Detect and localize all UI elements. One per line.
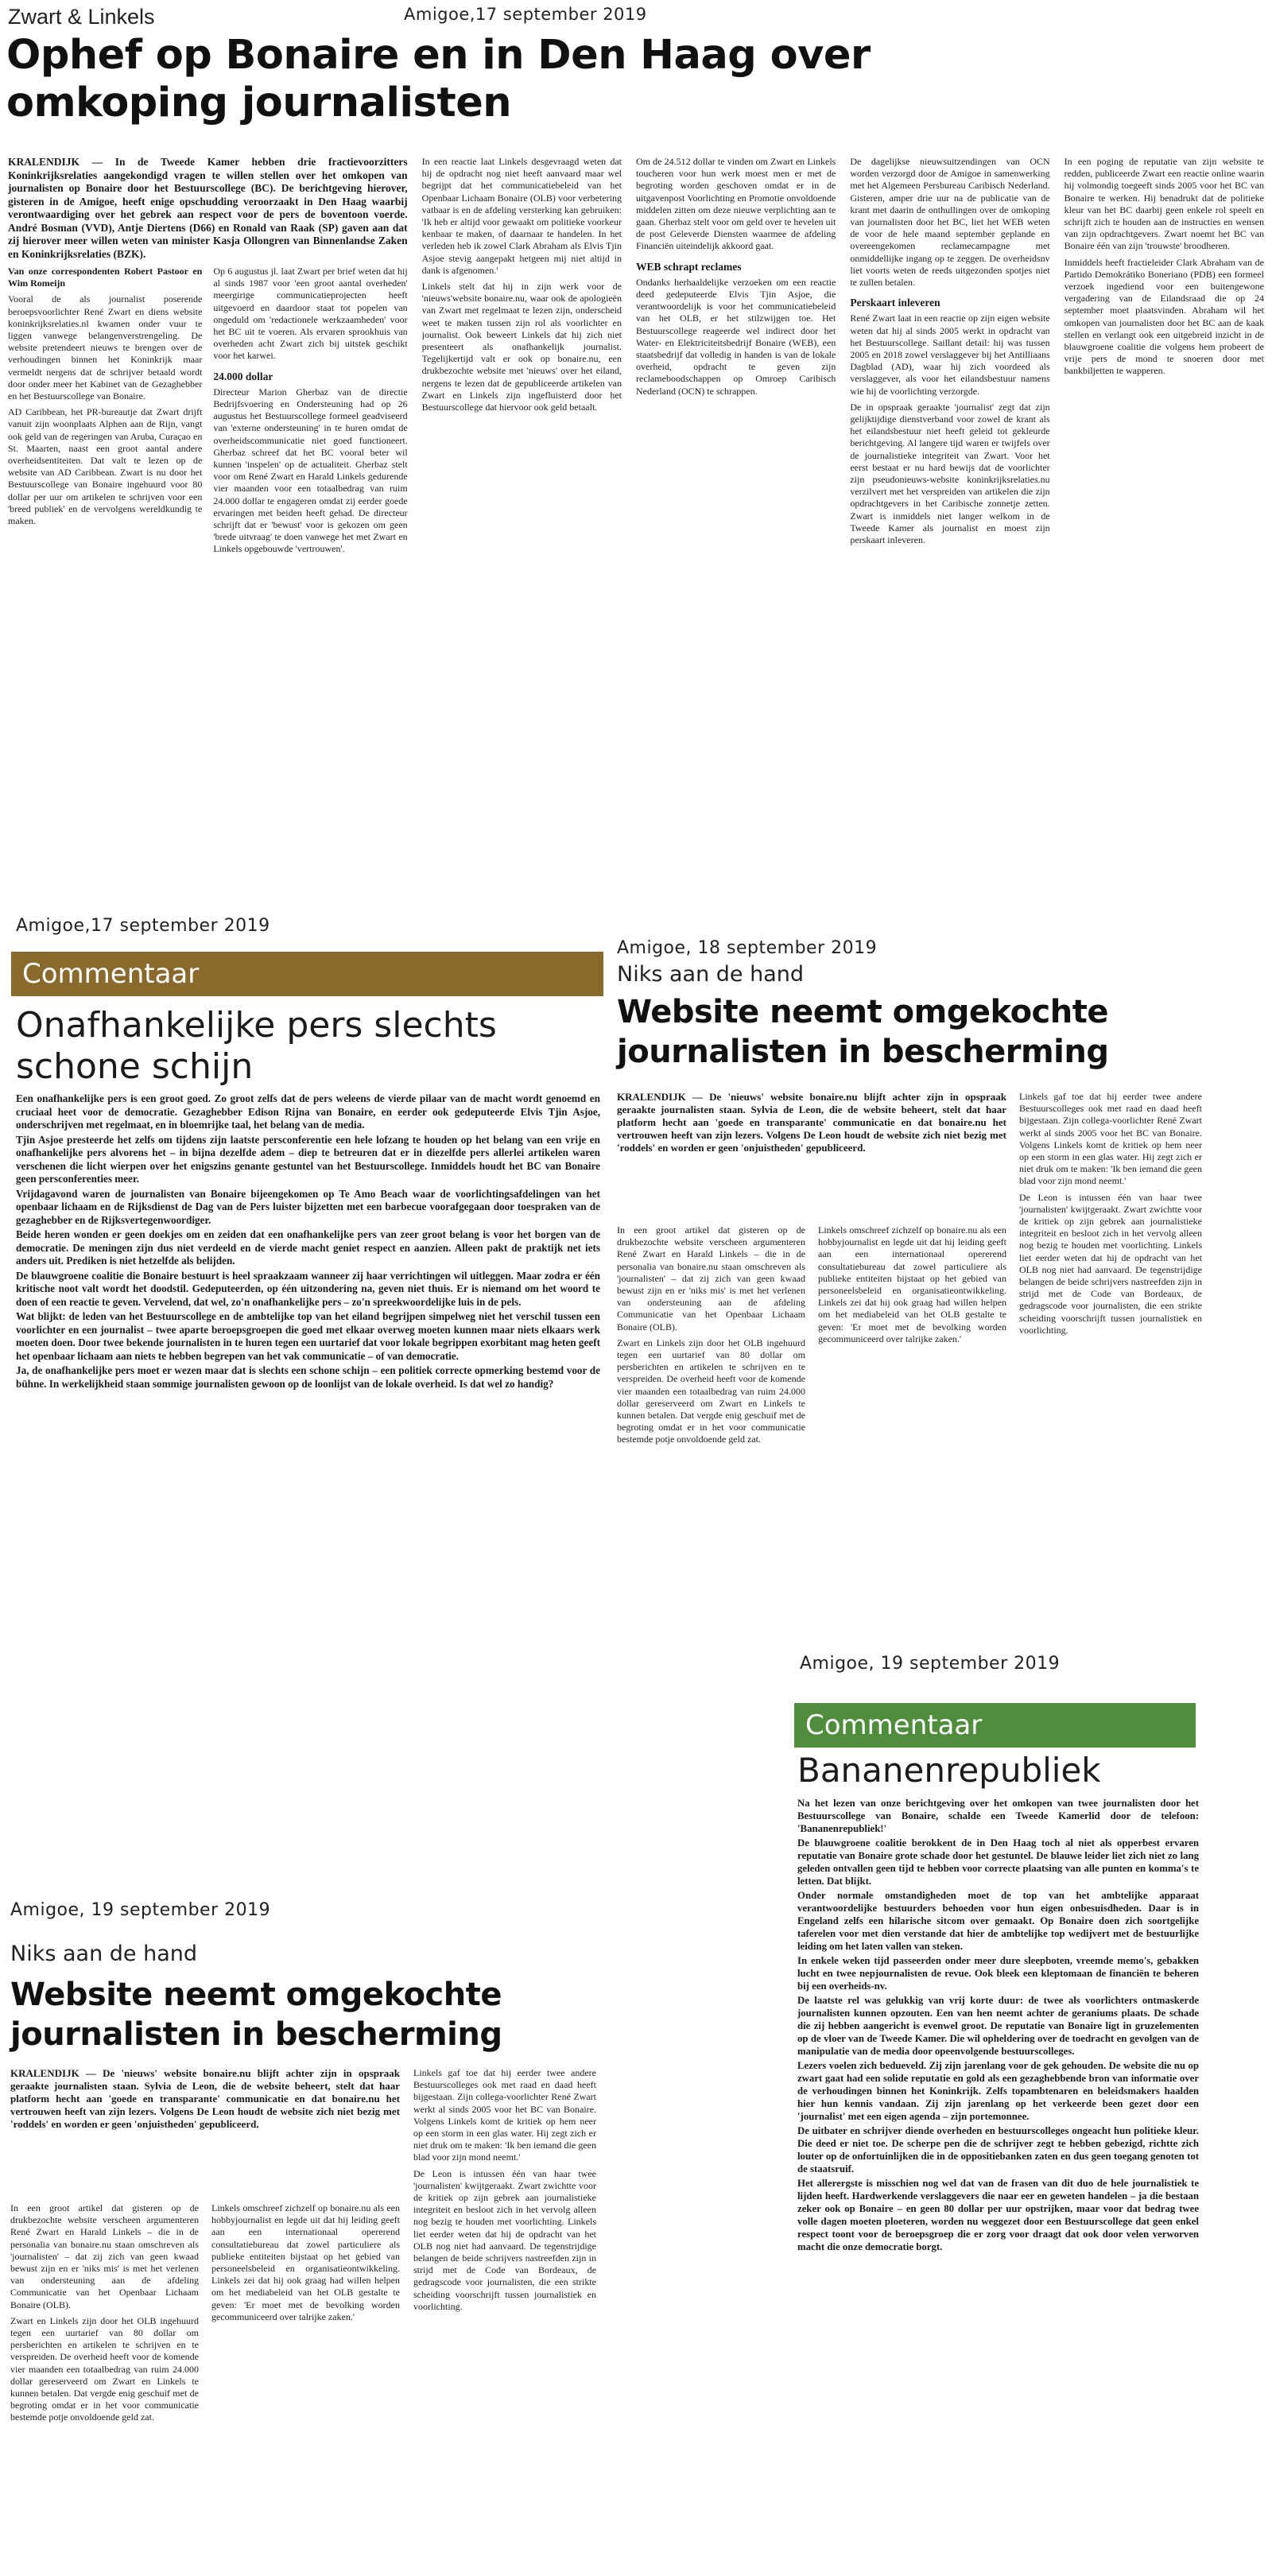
body-paragraph: De blauwgroene coalitie die Bonaire bestuurt is heel spraakzaam wanneer zij haar verrichtingen wil uitleggen. Maar zodra er één kritische noot valt wordt het doodstil. Gedeputeerden, op één uitzondering na, geven niet thuis. Er is niemand om het woord te doen of een reactie te geven. Vervelend, dat wel, zo'n onafhankelijke pers – zo'n spreekwoordelijke luis in de pels. bbox=[16, 1269, 600, 1308]
body-paragraph: René Zwart laat in een reactie op zijn eigen website weten dat hij al sinds 2005 werkt in opdracht van het Bestuurscollege. Saillant detail: hij was tussen 2005 en 2018 zowel verslaggever bij het Antilliaans Dagblad (AD), waar hij zich voordeed als verslaggever, als voor het eilandsbestuur namens wie hij de voorlichting verzorgde. bbox=[850, 312, 1050, 397]
body-paragraph: Linkels omschreef zichzelf op bonaire.nu als een hobbyjournalist en legde uit dat hij leiding geeft aan een internationaal opererend consultatiebureau dat zowel particuliere als publieke entiteiten bijstaat op het gebied van personeelsbeleid en organisatieontwikkeling. Linkels zei dat hij ook graag had willen helpen om het mediabeleid van het OLB gestalte te geven: 'Er moet met de bevolking worden gecommuniceerd over talrijke zaken.' bbox=[211, 2202, 400, 2322]
body-paragraph: Een onafhankelijke pers is een groot goed. Zo groot zelfs dat de pers weleens de vierde pilaar van de macht wordt genoemd en cruciaal heet voor de democratie. Gezaghebber Edison Rijna van Bonaire, en eerder ook gedeputeerde Elvis Tjin Asjoe, onderschrijven met regelmaat, en in bloemrijke taal, het belang van de media. bbox=[16, 1092, 600, 1131]
body-paragraph: Om de 24.512 dollar te vinden om Zwart en Linkels toucheren voor hun werk moest men er met de begroting worden geschoven omdat er in de uitgavenpost Voorlichting en Promotie onvoldoende middelen zitten om deze nieuwe verplichting aan te gaan. Gherbaz stelt voor om geld over te hevelen uit de post Geleverde Diensten waarmee de afdeling Financiën uiteindelijk akkoord gaat. bbox=[636, 156, 836, 252]
editorial-body bbox=[16, 1092, 600, 1874]
body-paragraph: In een poging de reputatie van zijn website te redden, publiceerde Zwart een reactie online waarin hij volmondig toegeeft sinds 2005 voor het BC van Bonaire te werken. Hij benadrukt dat de politieke kleur van het BC daarbij geen enkele rol speelt en schrijft zich te houden aan de instructies en wensen van zijn opdrachtgevers. Zwart noemt het BC van Bonaire één van zijn 'trouwste' broodheren. bbox=[1064, 156, 1264, 252]
body-paragraph: Tjin Asjoe presteerde het zelfs om tijdens zijn laatste persconferentie een hele lofzang te houden op het belang van een vrije en onafhankelijke pers alvorens het – in bijna dezelfde adem – diep te betreuren dat er in diezelfde pers allerlei artikelen waren verschenen die licht wierpen over het enigszins genante gestuntel van het Bestuurscollege. Inmiddels houdt het BC van Bonaire geen persconferenties meer. bbox=[16, 1133, 600, 1185]
lead-paragraph: KRALENDIJK — De 'nieuws' website bonaire.nu blijft achter zijn in opspraak geraakte journalisten staan. Sylvia de Leon, die de website beheert, stelt dat haar platform hecht aan 'goede en transparante' communicatie en dat bonaire.nu het vertrouwen heeft van zijn lezers. Volgens De Leon houdt de website zich niet bezig met 'roddels' en worden er geen 'onjuistheden' gepubliceerd. bbox=[617, 1091, 1006, 1154]
article-body bbox=[617, 1224, 1006, 1586]
article-website-neemt-repeat bbox=[0, 1900, 604, 2576]
article-date: Amigoe, 19 september 2019 bbox=[10, 1900, 271, 1920]
body-paragraph: Na het lezen van onze berichtgeving over het omkopen van twee journalisten door het Bestuurscollege van Bonaire, schalde een Tweede Kamerlid door de telefoon: 'Bananenrepubliek!' bbox=[797, 1798, 1199, 1834]
section-banner: Commentaar bbox=[794, 1703, 1196, 1748]
body-paragraph: De in opspraak geraakte 'journalist' zegt dat zijn gelijktijdige dienstverband voor zowel de krant als het eilandsbestuur niet heeft geleid tot gekleurde berichtgeving. Al langere tijd waren er twijfels over de journalistieke integriteit van Zwart. Voor het eerst bestaat er nu hard bewijs dat de voorlichter zijn pseudonieuws-website koninkrijksrelaties.nu verzilvert met het verspreiden van artikelen die zijn opdrachtgevers in het Caribische zonnetje zetten. Zwart is inmiddels niet langer welkom in de Tweede Kamer als journalist en moest zijn perskaart inleveren. bbox=[850, 401, 1050, 546]
subheading: Perskaart inleveren bbox=[850, 297, 940, 309]
body-paragraph: Vrijdagavond waren de journalisten van Bonaire bijeengekomen op Te Amo Beach waar de voorlichtingsafdelingen van het openbaar lichaam en de Rijksdienst de Dag van de Pers luister bijzetten met een barbecue voorafgegaan door toespraken van de gezaghebber en de Rijksvertegenwoordiger. bbox=[16, 1187, 600, 1226]
subheading: 24.000 dollar bbox=[213, 370, 273, 382]
article-date: Amigoe,17 september 2019 bbox=[16, 916, 270, 936]
section-kicker: Niks aan de hand bbox=[10, 1942, 198, 1966]
section-banner: Commentaar bbox=[11, 952, 603, 996]
body-paragraph: In een reactie laat Linkels desgevraagd weten dat hij de opdracht nog niet heeft aanvaard maar wel begrijpt dat het communicatiebeleid van het Openbaar Lichaam Bonaire (OLB) voor verbetering vatbaar is en de afdeling versterking kan gebruiken: 'Ik heb er altijd voor gewaakt om politieke voorkeur kenbaar te maken, of daarnaar te handelen. In het verleden heb ik zowel Clark Abraham als Elvis Tjin Asjoe stevig aangepakt hetgeen mij niet altijd in dank is afgenomen.' bbox=[421, 156, 622, 276]
body-paragraph: De blauwgroene coalitie berokkent de in Den Haag toch al niet als opperbest ervaren reputatie van Bonaire grote schade door het gestuntel. De blauwe leider liet zich niet zo lang geleden ontvallen geen tijd te hebben voor correcte plaatsing van alle punten en komma's te letten. Dat blijkt. bbox=[797, 1837, 1199, 1887]
article-date: Amigoe, 19 september 2019 bbox=[800, 1654, 1061, 1674]
article-date: Amigoe,17 september 2019 bbox=[404, 5, 647, 24]
body-paragraph: Linkels gaf toe dat hij eerder twee andere Bestuurscolleges ook met raad en daad heeft bijgestaan. Zijn collega-voorlichter René Zwart werkt al sinds 2005 voor het BC van Bonaire. Volgens Linkels komt de kritiek op hem neer op een storm in een glas water. Hij zegt zich er niet druk om te maken: 'Ik ben iemand die geen blad voor zijn mond neemt.' bbox=[1019, 1091, 1202, 1187]
body-paragraph: In een groot artikel dat gisteren op de drukbezochte website verscheen argumenteren René Zwart en Harald Linkels – die in de personalia van bonaire.nu staan omschreven als 'journalisten' – dat zij zich van geen kwaad bewust zijn en er 'niks mis' is met het verlenen van ondersteuning aan de afdeling Communicatie van het Openbaar Lichaam Bonaire (OLB). bbox=[10, 2202, 199, 2310]
body-paragraph: De Leon is intussen één van haar twee 'journalisten' kwijtgeraakt. Zwart zwichtte voor de kritiek op zijn gebrek aan journalistieke integriteit en besloot zich in het vervolg alleen nog bezig te houden met voorlichting. Linkels liet eerder weten dat hij de opdracht van het OLB nog niet had aanvaard. De tegenstrijdige belangen de beide schrijvers nastreefden zijn in strijd met de Code van Bordeaux, de gedragscode voor journalisten, die een strikte scheiding voorschrijft tussen journalistiek en voorlichting. bbox=[413, 2167, 596, 2312]
body-paragraph: De uitbater en schrijver diende overheden en bestuurscolleges ongeacht hun politieke kleur. Die deed er niet toe. De scherpe pen die de schrijver zegt te hebben gebezigd, richtte zich louter op de onfortuinlijken die in de oppositiebanken zaten en dus geen toegang genoten tot de staatsruif. bbox=[797, 2125, 1199, 2174]
article-onafhankelijke-pers bbox=[0, 916, 612, 1878]
lead-paragraph: KRALENDIJK — In de Tweede Kamer hebben drie fractievoorzitters Koninkrijksrelaties aangekondigd vragen te willen stellen over het omkopen van journalisten op Bonaire door het Bestuurscollege (BC). De berichtgeving hierover, gisteren in de Amigoe, heeft enige opschudding veroorzaakt in Den Haag waarbij verontwaardiging over het gebrek aan respect voor de pers de boventoon voerde. André Bosman (VVD), Antje Diertens (D66) en Ronald van Raak (SP) gaven aan dat zij hierover meer willen weten van minister Kasja Ollongren van Binnenlandse Zaken en Koninkrijksrelaties (BZK). bbox=[8, 156, 408, 260]
section-label: Zwart & Linkels bbox=[8, 5, 155, 29]
body-paragraph: De Leon is intussen één van haar twee 'journalisten' kwijtgeraakt. Zwart zwichtte voor de kritiek op zijn gebrek aan journalistieke integriteit en besloot zich in het vervolg alleen nog bezig te houden met voorlichting. Linkels liet eerder weten dat hij de opdracht van het OLB nog niet had aanvaard. De tegenstrijdige belangen de beide schrijvers nastreefden zijn in strijd met de Code van Bordeaux, de gedragscode voor journalisten, die een strikte scheiding voorschrijft tussen journalistiek en voorlichting. bbox=[1019, 1191, 1202, 1336]
headline: Ophef op Bonaire en in Den Haag over omkoping journalisten bbox=[6, 32, 871, 126]
body-paragraph: Onder normale omstandigheden moet de top van het ambtelijke apparaat verantwoordelijke bestuurders behoeden voor hun eigen onbesuisdheden. Daar is in Engeland zelfs een hilarische sitcom over gemaakt. Op Bonaire doen zich soortgelijke taferelen voor met dien verstande dat hier de ambtelijke top wedijvert met de bestuurlijke leiding om het laten vallen van steken. bbox=[797, 1890, 1199, 1952]
body-paragraph: Ondanks herhaaldelijke verzoeken om een reactie deed gedeputeerde Elvis Tjin Asjoe, die verantwoordelijk is voor het communicatiebeleid van het OLB, er het stilzwijgen toe. Het Bestuurscollege reageerde wel indirect door het Water- en Elektriciteitsbedrijf Bonaire (WEB), een staatsbedrijf dat volledig in handen is van de lokale overheid, opdracht te geven zijn reclameboodschappen op Omroep Caribisch Nederland (OCN) te schrappen. bbox=[636, 276, 836, 397]
byline: Van onze correspondenten Robert Pastoor en Wim Romeijn bbox=[8, 266, 203, 289]
body-paragraph: Zwart en Linkels zijn door het OLB ingehuurd tegen een uurtarief van 80 dollar om persberichten en artikelen te schrijven en te verspreiden. De overheid heeft voor de komende vier maanden een totaalbedrag van ruim 24.000 dollar gereserveerd om Zwart en Linkels te kunnen betalen. Dat vergde enig geschuif met de begroting omdat er in het voor communicatie bestemde potje onvoldoende geld zat. bbox=[10, 2314, 199, 2423]
body-paragraph: Lezers voelen zich bedueveld. Zij zijn jarenlang voor de gek gehouden. De website die nu op zwart gaat had een solide reputatie en gold als een gezaghebbende bron van informatie over de verhoudingen binnen het Koninkrijk. Zelfs topambtenaren en beleidsmakers haalden hier hun kennis vandaan. Zij zijn jarenlang op het verkeerde been gezet door een 'journalist' met een eigen agenda – zijn portemonnee. bbox=[797, 2060, 1199, 2122]
body-paragraph: De dagelijkse nieuwsuitzendingen van OCN worden verzorgd door de Amigoe in samenwerking met het Algemeen Persbureau Caribisch Nederland. Gisteren, amper drie uur na de publicatie van de krant met daarin de onthullingen over de omkoping van journalisten door het BC, liet het WEB weten de voor de hele maand september geplande en overeengekomen reclamecampagne met onmiddellijke ingang op te zeggen. De overheidsnv liet voorts weten de reeds uitgezonden spotjes niet te zullen betalen. bbox=[850, 156, 1050, 289]
headline: Onafhankelijke pers slechts schone schijn bbox=[16, 1005, 497, 1087]
headline: Website neemt omgekochte journalisten in bescherming bbox=[10, 1977, 502, 2053]
lead-paragraph: KRALENDIJK — De 'nieuws' website bonaire.nu blijft achter zijn in opspraak geraakte journalisten staan. Sylvia de Leon, die de website beheert, stelt dat haar platform hecht aan 'goede en transparante' communicatie en dat bonaire.nu het vertrouwen heeft van zijn lezers. Volgens De Leon houdt de website zich niet bezig met 'roddels' en worden er geen 'onjuistheden' gepubliceerd. bbox=[10, 2067, 400, 2130]
body-paragraph: Het allerergste is misschien nog wel dat van de frasen van dit duo de hele journalistiek te lijden heeft. Hardwerkende verslaggevers die naar eer en geweten handelen – ja die bestaan zeker ook op Bonaire – en geen 80 dollar per uur opstrijken, maar voor dat bedrag twee volle dagen moeten ploeteren, worden nu weggezet door een Bestuurscollege dat geen enkel respect toont voor de beroepsgroep die er zorg voor draagt dat ook door velen verworven macht die onze democratie borgt. bbox=[797, 2178, 1199, 2252]
subheading: WEB schrapt reclames bbox=[636, 260, 742, 273]
headline: Bananenrepubliek bbox=[797, 1751, 1101, 1790]
body-paragraph: Beide heren wonden er geen doekjes om en zeiden dat een onafhankelijke pers van zeer groot belang is voor het borgen van de democratie. De meningen zijn dus niet verdeeld en de vierde macht geniet respect en aanzien. Alleen pakt de praktijk net iets anders uit. Prediken is niet hetzelfde als belijden. bbox=[16, 1228, 600, 1267]
body-paragraph: Vooral de als journalist poserende beroepsvoorlichter René Zwart en diens website koninkrijksrelaties.nl kwamen onder vuur te liggen vanwege belangenverstrengeling. De website pretendeert nieuws te brengen over de verhoudingen binnen het Koninkrijk maar vermeldt nergens dat de schrijver betaald wordt door onder meer het Kabinet van de Gezaghebber en het Bestuurscollege van Bonaire. bbox=[8, 293, 203, 402]
body-paragraph: Op 6 augustus jl. laat Zwart per brief weten dat hij al sinds 1987 voor 'een groot aantal overheden' meergirige communicatieprojecten heeft uitgevoerd en daardoor staat tot popelen van ongeduld om 'redactionele werkzaamheden' voor het BC uit te voeren. Als ervaren sprookhuis van overheden acht Zwart zich bij uitstek geschikt voor het karwei. bbox=[213, 266, 408, 362]
article-website-neemt bbox=[614, 938, 1272, 1590]
body-paragraph: Inmiddels heeft fractieleider Clark Abraham van de Partido Demokrátiko Boneriano (PDB) een formeel verzoek ingediend voor een buitengewone vergadering van de Eilandsraad die op 24 september moet plaatsvinden. Abraham wil het omkopen van journalisten door het BC aan de kaak stellen en verlangt ook een uitgebreid inzicht in de blauwgroene coalitie die volgens hem probeert de vrije pers de mond te snoeren door met bankbiljetten te wapperen. bbox=[1064, 256, 1264, 377]
body-paragraph: De laatste rel was gelukkig van vrij korte duur: de twee als voorlichters ontmaskerde journalisten kunnen opzouten. Een van hen neemt achter de geraniums plaats. De schade die zij hebben aangericht is evenwel groot. De reputatie van Bonaire ligt in gruzelementen op de vloer van de Tweede Kamer. Die wil opheldering over de toedracht en gevolgen van de manipulatie van de media door opeenvolgende bestuurscolleges. bbox=[797, 1995, 1199, 2057]
body-paragraph: Zwart en Linkels zijn door het OLB ingehuurd tegen een uurtarief van 80 dollar om persberichten en artikelen te schrijven en te verspreiden. De overheid heeft voor de komende vier maanden een totaalbedrag van ruim 24.000 dollar gereserveerd om Zwart en Linkels te kunnen betalen. Dat vergde enig geschuif met de begroting omdat er in het voor communicatie bestemde potje onvoldoende geld zat. bbox=[617, 1336, 805, 1445]
body-paragraph: In een groot artikel dat gisteren op de drukbezochte website verscheen argumenteren René Zwart en Harald Linkels – die in de personalia van bonaire.nu staan omschreven als 'journalisten' – dat zij zich van geen kwaad bewust zijn en er 'niks mis' is met het verlenen van ondersteuning aan de afdeling Communicatie van het Openbaar Lichaam Bonaire (OLB). bbox=[617, 1224, 805, 1333]
body-paragraph: AD Caribbean, het PR-bureautje dat Zwart drijft vanuit zijn woonplaats Alphen aan de Rijn, vangt ook geld van de regeringen van Aruba, Curaçao en St. Maarten, naast een groot aantal andere overheidsentiteiten. Dat valt te lezen op de website van AD Caribbean. Zwart is nu door het Bestuurscollege van Bonaire ingehuurd voor 80 dollar per uur om artikelen te schrijven voor een 'breed publiek' en de vervolgens wereldkundig te maken. bbox=[8, 406, 203, 527]
article-body bbox=[10, 2202, 400, 2572]
body-paragraph: Linkels omschreef zichzelf op bonaire.nu als een hobbyjournalist en legde uit dat hij leiding geeft aan een internationaal opererend consultatiebureau dat zowel particuliere als publieke entiteiten bijstaat op het gebied van personeelsbeleid en organisatieontwikkeling. Linkels zei dat hij ook graag had willen helpen om het mediabeleid van het OLB gestalte te geven: 'Er moet met de bevolking worden gecommuniceerd over talrijke zaken.' bbox=[818, 1224, 1006, 1344]
article-date: Amigoe, 18 september 2019 bbox=[617, 938, 878, 958]
body-paragraph: Wat blijkt: de leden van het Bestuurscollege en de ambtelijke top van het eiland begrijpen simpelweg niet het verschil tussen een voorlichter en een journalist – twee aparte beroepsgroepen die goed met elkaar overweg moeten kunnen maar niets elkaars werk moeten doen. Door twee bekende journalisten in te huren tegen een uurtarief dat voor lokale begrippen exorbitant mag heten geeft het openbaar lichaam aan niets te hebben begrepen van het vak communicatie – of van democratie. bbox=[16, 1310, 600, 1362]
article-body bbox=[8, 156, 1264, 915]
headline: Website neemt omgekochte journalisten in bescherming bbox=[617, 994, 1109, 1070]
body-paragraph: Linkels gaf toe dat hij eerder twee andere Bestuurscolleges ook met raad en daad heeft bijgestaan. Zijn collega-voorlichter René Zwart werkt al sinds 2005 voor het BC van Bonaire. Volgens Linkels komt de kritiek op hem neer op een storm in een glas water. Hij zegt zich er niet druk om te maken: 'Ik ben iemand die geen blad voor zijn mond neemt.' bbox=[413, 2067, 596, 2163]
editorial-body bbox=[797, 1797, 1199, 2568]
body-paragraph: Linkels stelt dat hij in zijn werk voor de 'nieuws'website bonaire.nu, waar ook de apologieën van Zwart met regelmaat te lezen zijn, onderscheid weet te maken tussen zijn rol als voorlichter en journalist. Ook beweert Linkels dat hij zich niet presenteert als onafhankelijk journalist. Tegelijkertijd valt er ook op bonaire.nu, een drukbezochte website met 'nieuws' over het eiland, nergens te lezen dat de gepubliceerde artikelen van Zwart en Linkels zijn ingefluisterd door het Bestuurscollege dat hiervoor ook geld betaalt. bbox=[421, 281, 622, 413]
article-bananenrepubliek bbox=[791, 1654, 1268, 2576]
body-paragraph: Ja, de onafhankelijke pers moet er wezen maar dat is slechts een schone schijn – een politiek correcte opmerking bestemd voor de bühne. In werkelijkheid staan sommige journalisten gewoon op de loonlijst van de lokale overheid. Is dat wel zo handig? bbox=[16, 1364, 600, 1390]
article-ophef bbox=[0, 0, 1272, 918]
body-paragraph: Directeur Marion Gherbaz van de directie Bedrijfsvoering en Ondersteuning had op 26 augustus het Bestuurscollege formeel geadviseerd van 'externe ondersteuning' in te huren omdat de overheidscommunicatie niet goed functioneert. Gherbaz schreef dat het BC vooral beter wil kunnen 'inspelen' op de actualiteit. Gherbaz stelt voor om René Zwart en Harald Linkels gedurende vier maanden voor een totaalbedrag van ruim 24.000 dollar te engageren omdat zij eerder goede ervaringen met beiden heeft gehad. De directeur schrijft dat er 'bewust' voor is gekozen om geen 'brede uitvraag' te doen vanwege het met Zwart en Linkels opgebouwde 'vertrouwen'. bbox=[213, 386, 408, 555]
body-paragraph: In enkele weken tijd passeerden onder meer dure sleepboten, vreemde memo's, gebakken lucht en twee nepjournalisten de revue. Ook bleek een kleptomaan de financiën te beheren bij een overheids-nv. bbox=[797, 1955, 1199, 1992]
section-kicker: Niks aan de hand bbox=[617, 962, 805, 987]
